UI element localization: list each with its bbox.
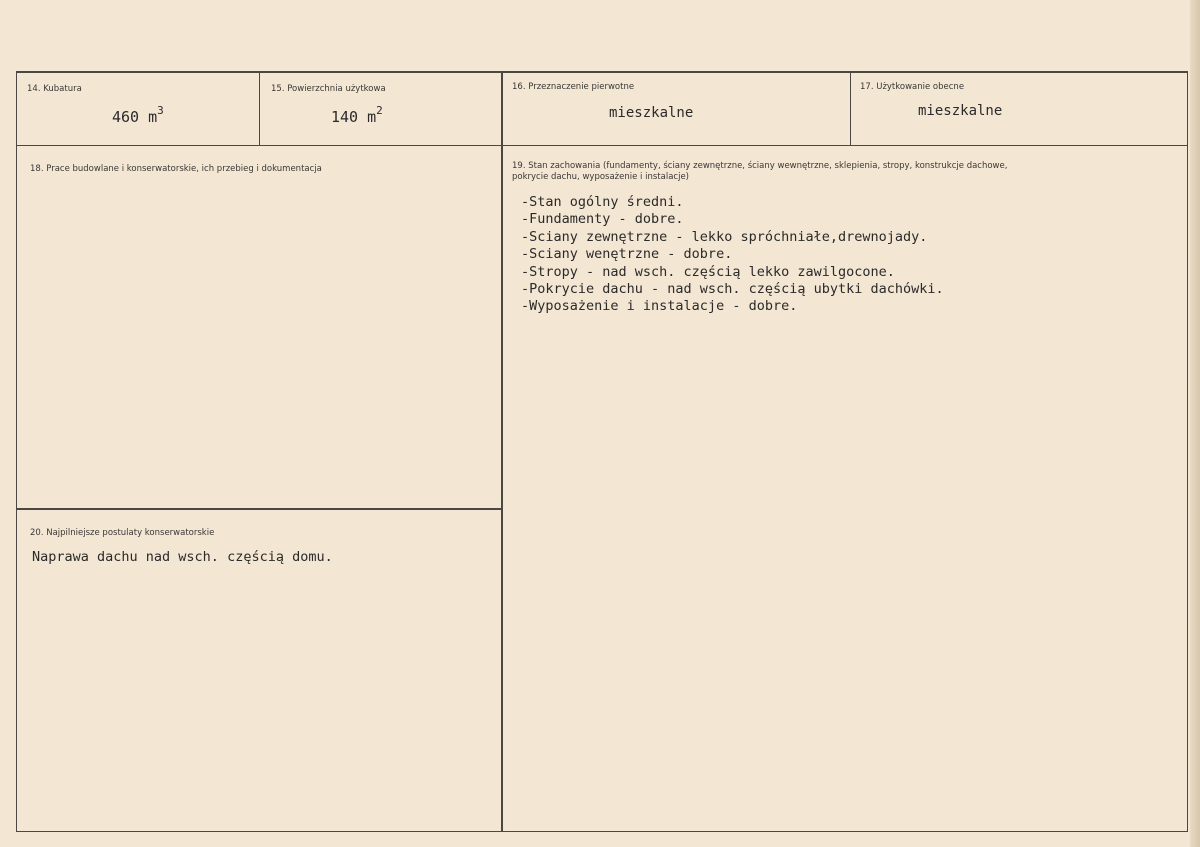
bottom-rule <box>16 831 1188 832</box>
field-14-exponent: 3 <box>157 104 164 117</box>
field-19-condition-list <box>521 194 944 316</box>
card-edge <box>1190 0 1200 847</box>
condition-line: -Pokrycie dachu - nad wsch. częścią ubytki dachówki. <box>521 281 944 298</box>
field-17-label: 17. Użytkowanie obecne <box>860 82 965 92</box>
divider-14-15 <box>259 71 260 146</box>
divider-main <box>501 71 503 832</box>
field-18-label: 18. Prace budowlane i konserwatorskie, ich przebieg i dokumentacja <box>30 164 322 174</box>
condition-line: -Stan ogólny średni. <box>521 194 684 210</box>
divider-16-17 <box>850 71 851 146</box>
top-rule <box>16 71 1188 73</box>
field-14-number: 460 m <box>112 108 158 126</box>
field-20-label: 20. Najpilniejsze postulaty konserwatorskie <box>30 528 215 538</box>
right-border <box>1187 71 1188 832</box>
field-19-label: 19. Stan zachowania (fundamenty, ściany zewnętrzne, ściany wewnętrzne, sklepienia, stropy, konstrukcje dachowe, pokrycie dachu, wyposażenie i instalacje) <box>512 161 1008 182</box>
field-17-value: mieszkalne <box>918 103 1003 119</box>
field-15-exponent: 2 <box>376 104 383 117</box>
condition-line: -Sciany wenętrzne - dobre. <box>521 246 733 263</box>
field-15-number: 140 m <box>331 108 377 126</box>
field-14-label: 14. Kubatura <box>27 84 82 94</box>
field-15-label: 15. Powierzchnia użytkowa <box>271 84 386 94</box>
field-20-value: Naprawa dachu nad wsch. częścią domu. <box>32 549 333 565</box>
condition-line: -Fundamenty - dobre. <box>521 211 684 228</box>
field-16-label: 16. Przeznaczenie pierwotne <box>512 82 635 92</box>
condition-line: -Sciany zewnętrzne - lekko spróchniałe,drewnojady. <box>521 228 928 245</box>
field-15-value <box>331 106 383 126</box>
condition-line: -Wyposażenie i instalacje - dobre. <box>521 298 798 315</box>
field-16-value: mieszkalne <box>609 105 694 121</box>
left-border <box>16 71 17 832</box>
section-20-top-rule <box>16 508 502 510</box>
row1-bottom-rule <box>16 145 1188 146</box>
condition-line: -Stropy - nad wsch. częścią lekko zawilgocone. <box>521 263 895 280</box>
field-14-value <box>112 106 164 126</box>
